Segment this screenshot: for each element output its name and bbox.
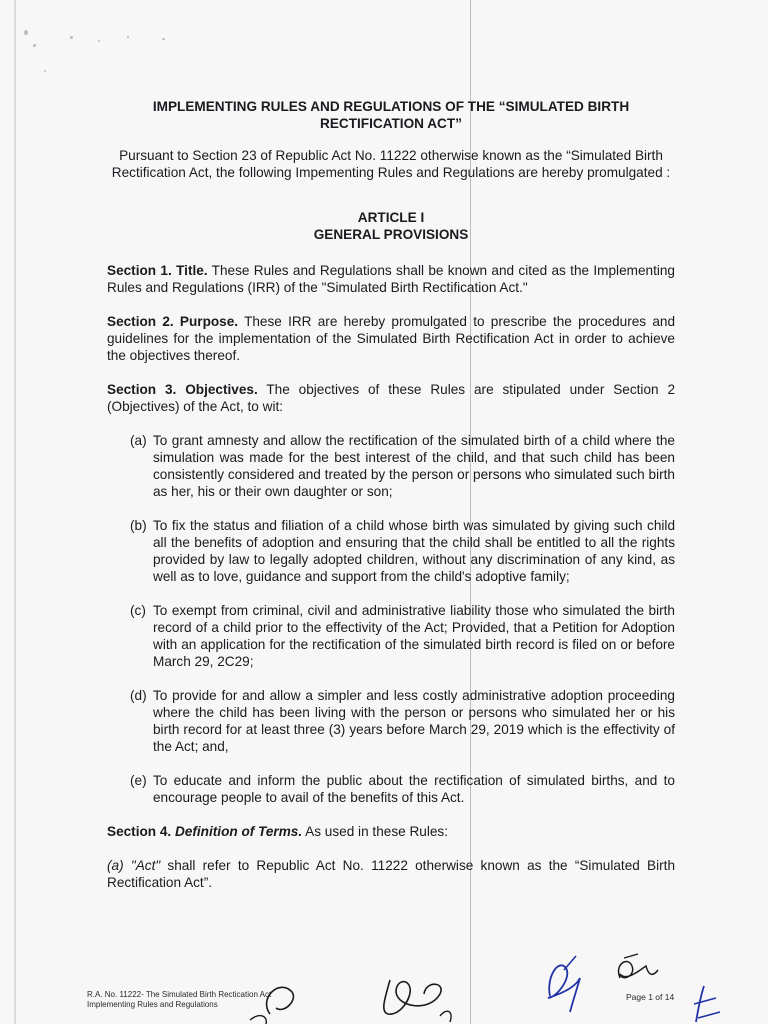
document-body xyxy=(107,98,675,908)
list-item-label: (a) xyxy=(130,433,147,448)
definition-a-label: (a) xyxy=(107,858,131,873)
section-2-heading: Section 2. Purpose. xyxy=(107,314,239,329)
definition-a xyxy=(107,857,675,891)
scan-speck xyxy=(44,70,46,72)
section-4-heading-prefix: Section 4. xyxy=(107,824,175,839)
list-item xyxy=(130,517,675,585)
footer-line-2: Implementing Rules and Regulations xyxy=(87,1000,218,1009)
list-item-text: To educate and inform the public about the rectification of simulated births, and to encourage people to avail of the benefits of this Act. xyxy=(153,773,675,805)
page-number: Page 1 of 14 xyxy=(626,992,675,1002)
scan-speck xyxy=(24,30,28,35)
title-line-2: RECTIFICATION ACT” xyxy=(320,116,462,131)
section-3-heading: Section 3. Objectives. xyxy=(107,382,258,397)
list-item xyxy=(130,602,675,670)
list-item-text: To fix the status and filiation of a child whose birth was simulated by giving such child all the benefits of adoption and ensuring that the child shall be entitled to all the rights provided by law to legally adopted children, without any discrimination of any kind, as well as to love, guidance and support from the child's adoptive family; xyxy=(153,518,675,584)
article-title: GENERAL PROVISIONS xyxy=(313,227,469,242)
section-2 xyxy=(107,313,675,364)
scan-speck xyxy=(70,36,73,39)
scan-speck xyxy=(162,38,165,40)
document-title xyxy=(107,98,675,132)
list-item-text: To exempt from criminal, civil and administrative liability those who simulated the birth record of a child prior to the effectivity of the Act; Provided, that a Petition for Adoption with an application for the rectification of the simulated birth record is filed on or before March 29, 2C29; xyxy=(153,603,675,669)
scan-edge xyxy=(14,0,16,1024)
section-4-heading-title: Definition of Terms. xyxy=(175,824,303,839)
article-number: ARTICLE I xyxy=(357,210,425,225)
section-4 xyxy=(107,823,675,840)
section-1-heading: Section 1. Title. xyxy=(107,263,208,278)
list-item xyxy=(130,432,675,500)
preamble: Pursuant to Section 23 of Republic Act No. 11222 otherwise known as the “Simulated Birth Rectification Act, the following Impementing Rules and Regulations are hereby promulgated : xyxy=(111,148,671,180)
list-item-label: (d) xyxy=(130,688,147,703)
section-4-text: As used in these Rules: xyxy=(302,824,448,839)
signature-blue-mark xyxy=(686,982,726,1024)
scan-speck xyxy=(127,36,129,38)
signature-initials-black xyxy=(240,968,470,1024)
section-1-text: These Rules and Regulations shall be known and cited as the Implementing Rules and Regulations (IRR) of the "Simulated Birth Rectification Act." xyxy=(107,263,675,295)
list-item-text: To provide for and allow a simpler and less costly administrative adoption proceeding where the child has been living with the person or persons who simulated her or his birth record for at least three (3) years before March 29, 2019 which is the effectivity of the Act; and, xyxy=(153,688,675,754)
definition-a-term: "Act" xyxy=(130,858,161,873)
footer-line-1: R.A. No. 11222- The Simulated Birth Rectication Act xyxy=(87,990,272,999)
article-heading xyxy=(107,209,675,243)
section-1 xyxy=(107,262,675,296)
list-item xyxy=(130,687,675,755)
list-item-label: (c) xyxy=(130,603,146,618)
list-item xyxy=(130,772,675,806)
title-line-1: IMPLEMENTING RULES AND REGULATIONS OF THE “SIMULATED BIRTH xyxy=(152,99,630,114)
section-2-text: These IRR are hereby promulgated to prescribe the procedures and guidelines for the implementation of the Simulated Birth Rectification Act in order to achieve the objectives thereof. xyxy=(107,314,676,363)
section-3 xyxy=(107,381,675,415)
scan-speck xyxy=(98,40,100,42)
list-item-text: To grant amnesty and allow the rectification of the simulated birth of a child where the simulation was made for the best interest of the child, and that such child has been consistently considered and treated by the person or persons who simulated such birth as her, his or their own daughter or son; xyxy=(153,433,675,499)
signature-blue xyxy=(536,948,676,1024)
scan-speck xyxy=(33,44,36,47)
definition-a-text: shall refer to Republic Act No. 11222 otherwise known as the “Simulated Birth Rectification Act”. xyxy=(107,858,676,890)
section-3-text: The objectives of these Rules are stipulated under Section 2 (Objectives) of the Act, to wit: xyxy=(107,382,675,414)
list-item-label: (b) xyxy=(130,518,147,533)
list-item-label: (e) xyxy=(130,773,147,788)
objectives-list xyxy=(107,432,675,806)
